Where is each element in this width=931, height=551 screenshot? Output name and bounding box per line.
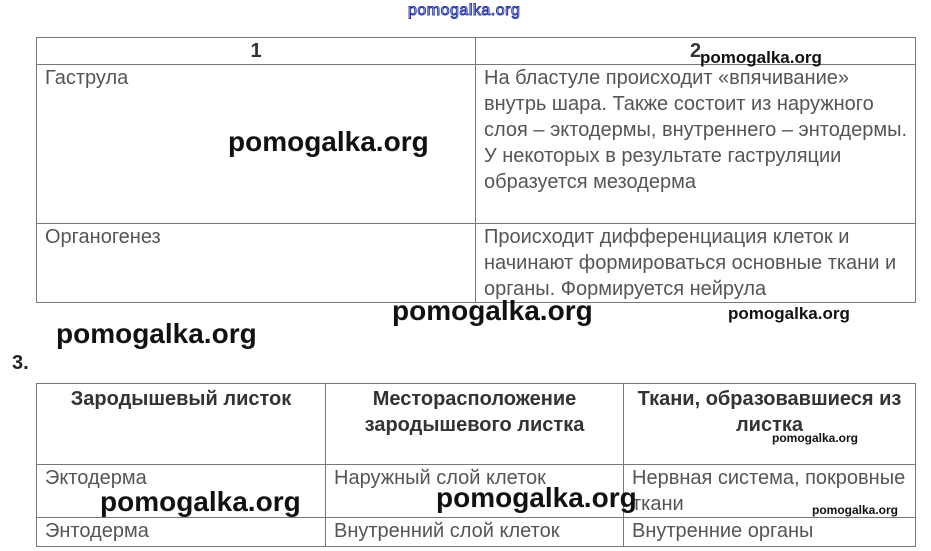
watermark: pomogalka.org [228, 126, 429, 157]
table-cell: Эктодерма [37, 465, 326, 518]
watermark-top: pomogalka.org [408, 2, 521, 19]
table-row [37, 224, 916, 303]
watermark: pomogalka.org [772, 431, 859, 445]
table-cell: На бластуле происходит «впячивание» внутрь шара. Также состоит из наружного слоя – эктодермы, внутреннего – энтодермы. У некоторых в результате гаструляции образуется мезодерма [476, 65, 916, 224]
column-header: 2 [476, 38, 916, 65]
embryo-stages-table [36, 37, 916, 303]
watermark: pomogalka.org [436, 482, 637, 513]
watermark: pomogalka.org [100, 486, 301, 517]
table-cell: Органогенез [37, 224, 476, 303]
germ-layers-table [36, 383, 916, 547]
column-header: Месторасположение зародышевого листка [326, 384, 624, 465]
table-row [37, 518, 916, 547]
table-cell: Внутренние органы [624, 518, 916, 547]
watermark: pomogalka.org [728, 304, 850, 323]
table-cell: Нервная система, покровные ткани [624, 465, 916, 518]
column-header: 1 [37, 38, 476, 65]
section-number: 3. [12, 352, 29, 374]
table-cell: Наружный слой клеток [326, 465, 624, 518]
table-cell: Происходит дифференциация клеток и начинают формироваться основные ткани и органы. Формируется нейрула [476, 224, 916, 303]
table-row [37, 65, 916, 224]
watermark: pomogalka.org [392, 295, 593, 326]
column-header: Ткани, образовавшиеся из листка [624, 384, 916, 465]
table-cell: Внутренний слой клеток [326, 518, 624, 547]
table-cell: Гаструла [37, 65, 476, 224]
watermark: pomogalka.org [56, 318, 257, 349]
watermark: pomogalka.org [812, 503, 899, 517]
watermark: pomogalka.org [700, 48, 822, 67]
table-header-row [37, 384, 916, 465]
column-header: Зародышевый листок [37, 384, 326, 465]
table-cell: Энтодерма [37, 518, 326, 547]
